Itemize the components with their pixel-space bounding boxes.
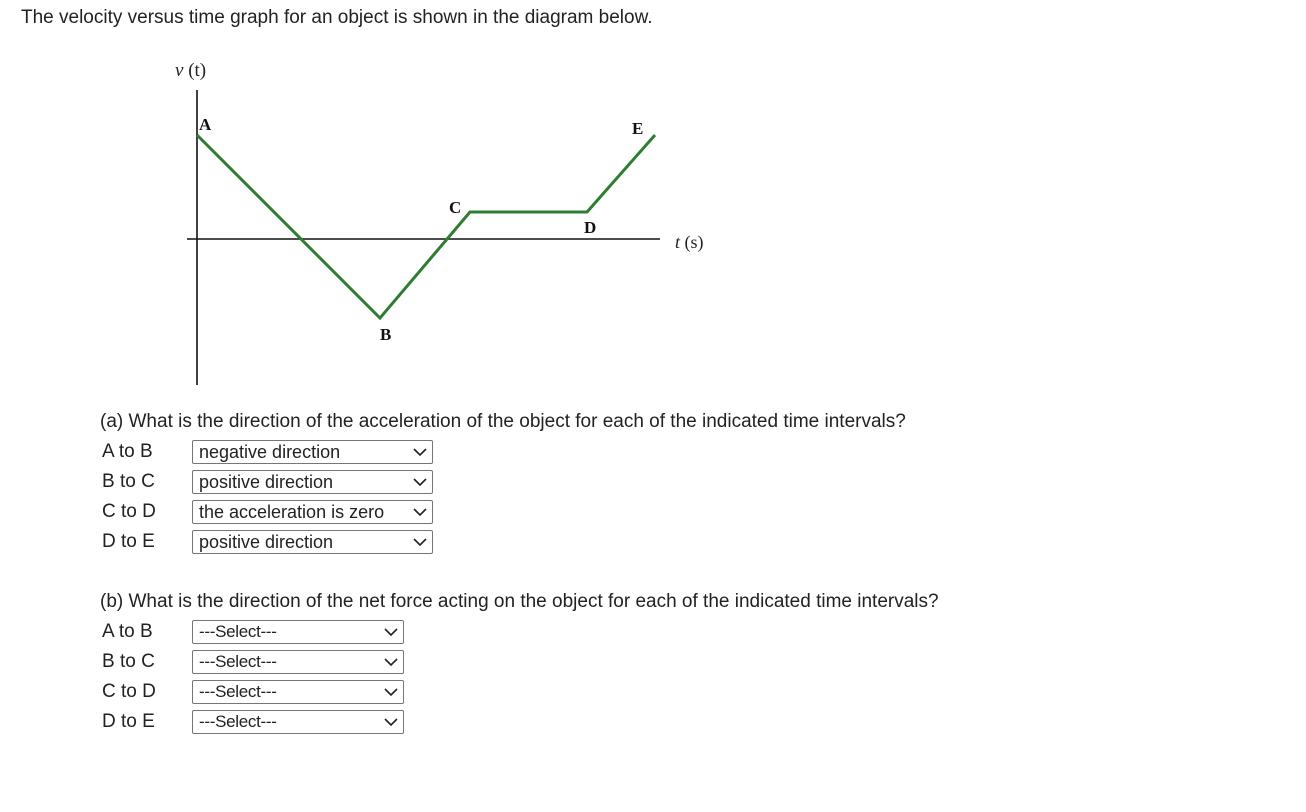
point-label-e: E <box>632 119 644 138</box>
select-value: the acceleration is zero <box>199 501 385 522</box>
select-value: negative direction <box>199 441 341 462</box>
interval-label: C to D <box>102 681 156 702</box>
part-a-row-b-to-c <box>102 469 433 495</box>
question-a: (a) What is the direction of the acceleration of the object for each of the indicated time intervals? <box>100 411 906 432</box>
point-label-c: C <box>449 198 462 217</box>
net-force-select-c-to-d[interactable] <box>192 680 404 704</box>
interval-label: B to C <box>102 471 155 492</box>
select-value: ---Select--- <box>199 652 277 671</box>
chevron-down-icon <box>413 477 427 487</box>
y-axis-label: v (t) <box>175 60 207 81</box>
part-a-row-c-to-d <box>102 499 433 525</box>
interval-label: A to B <box>102 621 153 642</box>
net-force-select-a-to-b[interactable] <box>192 620 404 644</box>
chevron-down-icon <box>384 627 398 637</box>
question-b: (b) What is the direction of the net force acting on the object for each of the indicated time intervals? <box>100 591 939 612</box>
acceleration-select-a-to-b[interactable] <box>192 440 433 464</box>
acceleration-select-d-to-e[interactable] <box>192 530 433 554</box>
intro-text: The velocity versus time graph for an object is shown in the diagram below. <box>21 7 653 28</box>
interval-label: C to D <box>102 501 156 522</box>
interval-label: B to C <box>102 651 155 672</box>
chevron-down-icon <box>413 537 427 547</box>
point-label-a: A <box>199 115 212 134</box>
select-value: ---Select--- <box>199 682 277 701</box>
select-value: ---Select--- <box>199 622 277 641</box>
acceleration-select-b-to-c[interactable] <box>192 470 433 494</box>
part-b-row-b-to-c <box>102 649 404 675</box>
part-a-row-d-to-e <box>102 529 433 555</box>
interval-label: A to B <box>102 441 153 462</box>
interval-label: D to E <box>102 531 155 552</box>
select-value: positive direction <box>199 531 334 552</box>
acceleration-select-c-to-d[interactable] <box>192 500 433 524</box>
velocity-time-graph <box>0 0 760 400</box>
part-b-row-a-to-b <box>102 619 404 645</box>
chevron-down-icon <box>413 507 427 517</box>
point-label-b: B <box>380 325 392 344</box>
chevron-down-icon <box>384 717 398 727</box>
net-force-select-d-to-e[interactable] <box>192 710 404 734</box>
chevron-down-icon <box>384 657 398 667</box>
net-force-select-b-to-c[interactable] <box>192 650 404 674</box>
select-value: ---Select--- <box>199 712 277 731</box>
chevron-down-icon <box>384 687 398 697</box>
select-value: positive direction <box>199 471 334 492</box>
part-a-row-a-to-b <box>102 439 433 465</box>
point-label-d: D <box>584 218 597 237</box>
chevron-down-icon <box>413 447 427 457</box>
interval-label: D to E <box>102 711 155 732</box>
part-b-row-d-to-e <box>102 709 404 735</box>
x-axis-label: t (s) <box>675 232 704 252</box>
part-b-row-c-to-d <box>102 679 404 705</box>
